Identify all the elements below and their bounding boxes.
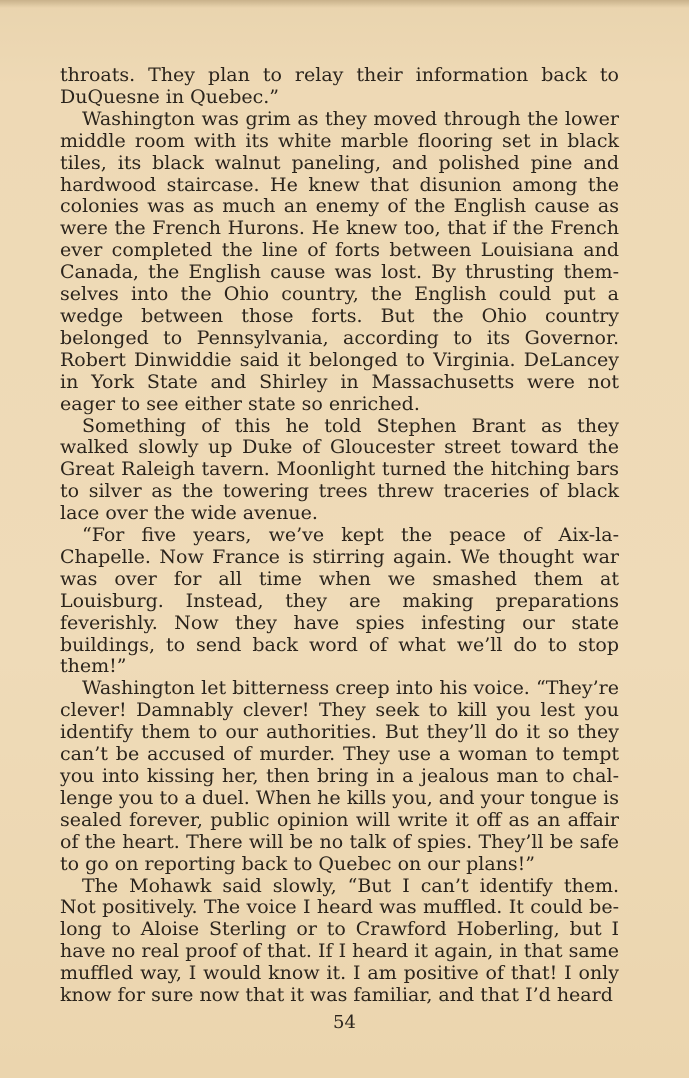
paragraph-continuation: throats. They plan to relay their information back to DuQuesne in Quebec.” [60, 64, 619, 108]
page-top-edge [0, 0, 689, 8]
paragraph: The Mohawk said slowly, “But I can’t identify them. Not positively. The voice I heard was muffled. It could belong to Aloise Sterling or to Crawford Hoberling, but I have no real proof of that. If I heard it again, in that same muffled way, I would know it. I am positive of that! I only know for sure now that it was familiar, and that I’d heard [60, 874, 619, 1007]
paragraph: Something of this he told Stephen Brant as they walked slowly up Duke of Gloucester street toward the Great Raleigh tavern. Moonlight turned the hitching bars to silver as the towering trees threw traceries of black lace over the wide avenue. [60, 414, 619, 525]
paragraph: “For five years, we’ve kept the peace of Aix-la-Chapelle. Now France is stirring again. We thought war was over for all time when we smashed them at Louisburg. Instead, they are making preparations feverishly. Now they have spies infesting our state buildings, to send back word of what we’ll do to stop them!” [60, 524, 619, 678]
paragraph: Washington was grim as they moved through the lower middle room with its white marble flooring set in black tiles, its black walnut paneling, and polished pine and hardwood staircase. He knew that disunion among the colonies was as much an enemy of the English cause as were the French Hurons. He knew too, that if the French ever completed the line of forts between Louisiana and Canada, the English cause was lost. By thrusting themselves into the Ohio country, the English could put a wedge between those forts. But the Ohio country belonged to Pennsylvania, according to its Governor. Robert Dinwiddie said it belonged to Virginia. DeLancey in York State and Shirley in Massachusetts were not eager to see either state so enriched. [60, 107, 619, 415]
paragraph: Washington let bitterness creep into his voice. “They’re clever! Damnably clever! They seek to kill you lest you identify them to our authorities. But they’ll do it so they can’t be accused of murder. They use a woman to tempt you into kissing her, then bring in a jealous man to challenge you to a duel. When he kills you, and your tongue is sealed forever, public opinion will write it off as an affair of the heart. There will be no talk of spies. They’ll be safe to go on reporting back to Quebec on our plans!” [60, 677, 619, 875]
body-text [60, 65, 619, 1007]
page-number: 54 [333, 1012, 356, 1033]
